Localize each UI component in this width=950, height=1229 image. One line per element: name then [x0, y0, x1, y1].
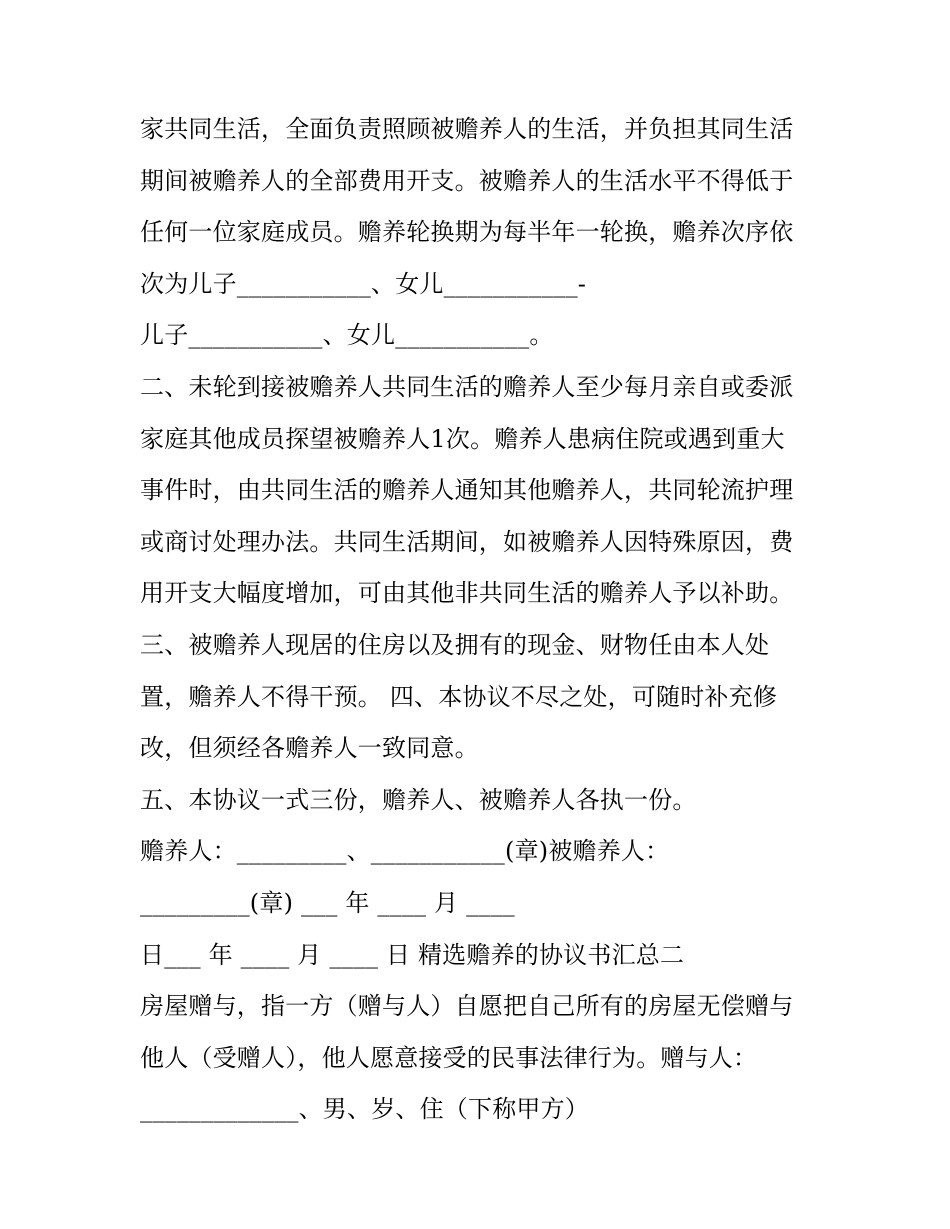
text-line: 二、未轮到接被赡养人共同生活的赡养人至少每月亲自或委派	[140, 372, 794, 401]
text-line: 房屋赠与，指一方（赠与人）自愿把自己所有的房屋无偿赠与	[140, 992, 794, 1021]
text-line: 五、本协议一式三份，赡养人、被赡养人各执一份。	[140, 785, 697, 814]
text-line: 期间被赡养人的全部费用开支。被赡养人的生活水平不得低于	[140, 166, 794, 195]
text-line: 三、被赡养人现居的住房以及拥有的现金、财物任由本人处	[140, 630, 770, 659]
text-line: 置，赡养人不得干预。 四、本协议不尽之处，可随时补充修	[140, 682, 778, 711]
text-line: 用开支大幅度增加，可由其他非共同生活的赡养人予以补助。	[140, 579, 794, 608]
text-line: 或商讨处理办法。共同生活期间，如被赡养人因特殊原因，费	[140, 527, 794, 556]
text-line: 改，但须经各赡养人一致同意。	[140, 734, 479, 763]
text-line: 他人（受赠人），他人愿意接受的民事法律行为。赠与人：	[140, 1043, 758, 1072]
signature-date-line: _________(章) ___ 年 ____ 月 ____	[140, 888, 515, 917]
text-line: 任何一位家庭成员。赡养轮换期为每半年一轮换，赡养次序依	[140, 218, 794, 247]
text-line: 事件时，由共同生活的赡养人通知其他赡养人，共同轮流护理	[140, 476, 794, 505]
text-line: 家共同生活，全面负责照顾被赡养人的生活，并负担其同生活	[140, 115, 794, 143]
text-line: _____________、男、岁、住（下称甲方）	[140, 1095, 589, 1124]
text-line: 家庭其他成员探望被赡养人1次。赡养人患病住院或遇到重大	[140, 424, 785, 453]
signature-line: 赡养人：_________、___________(章)被赡养人：	[140, 837, 670, 866]
date-heading-line: 日___ 年 ____ 月 ____ 日 精选赡养的协议书汇总二	[140, 940, 685, 969]
document-page	[140, 104, 820, 1136]
text-line: 次为儿子___________、女儿___________-	[140, 269, 587, 298]
text-line: 儿子___________、女儿___________。	[140, 321, 554, 350]
